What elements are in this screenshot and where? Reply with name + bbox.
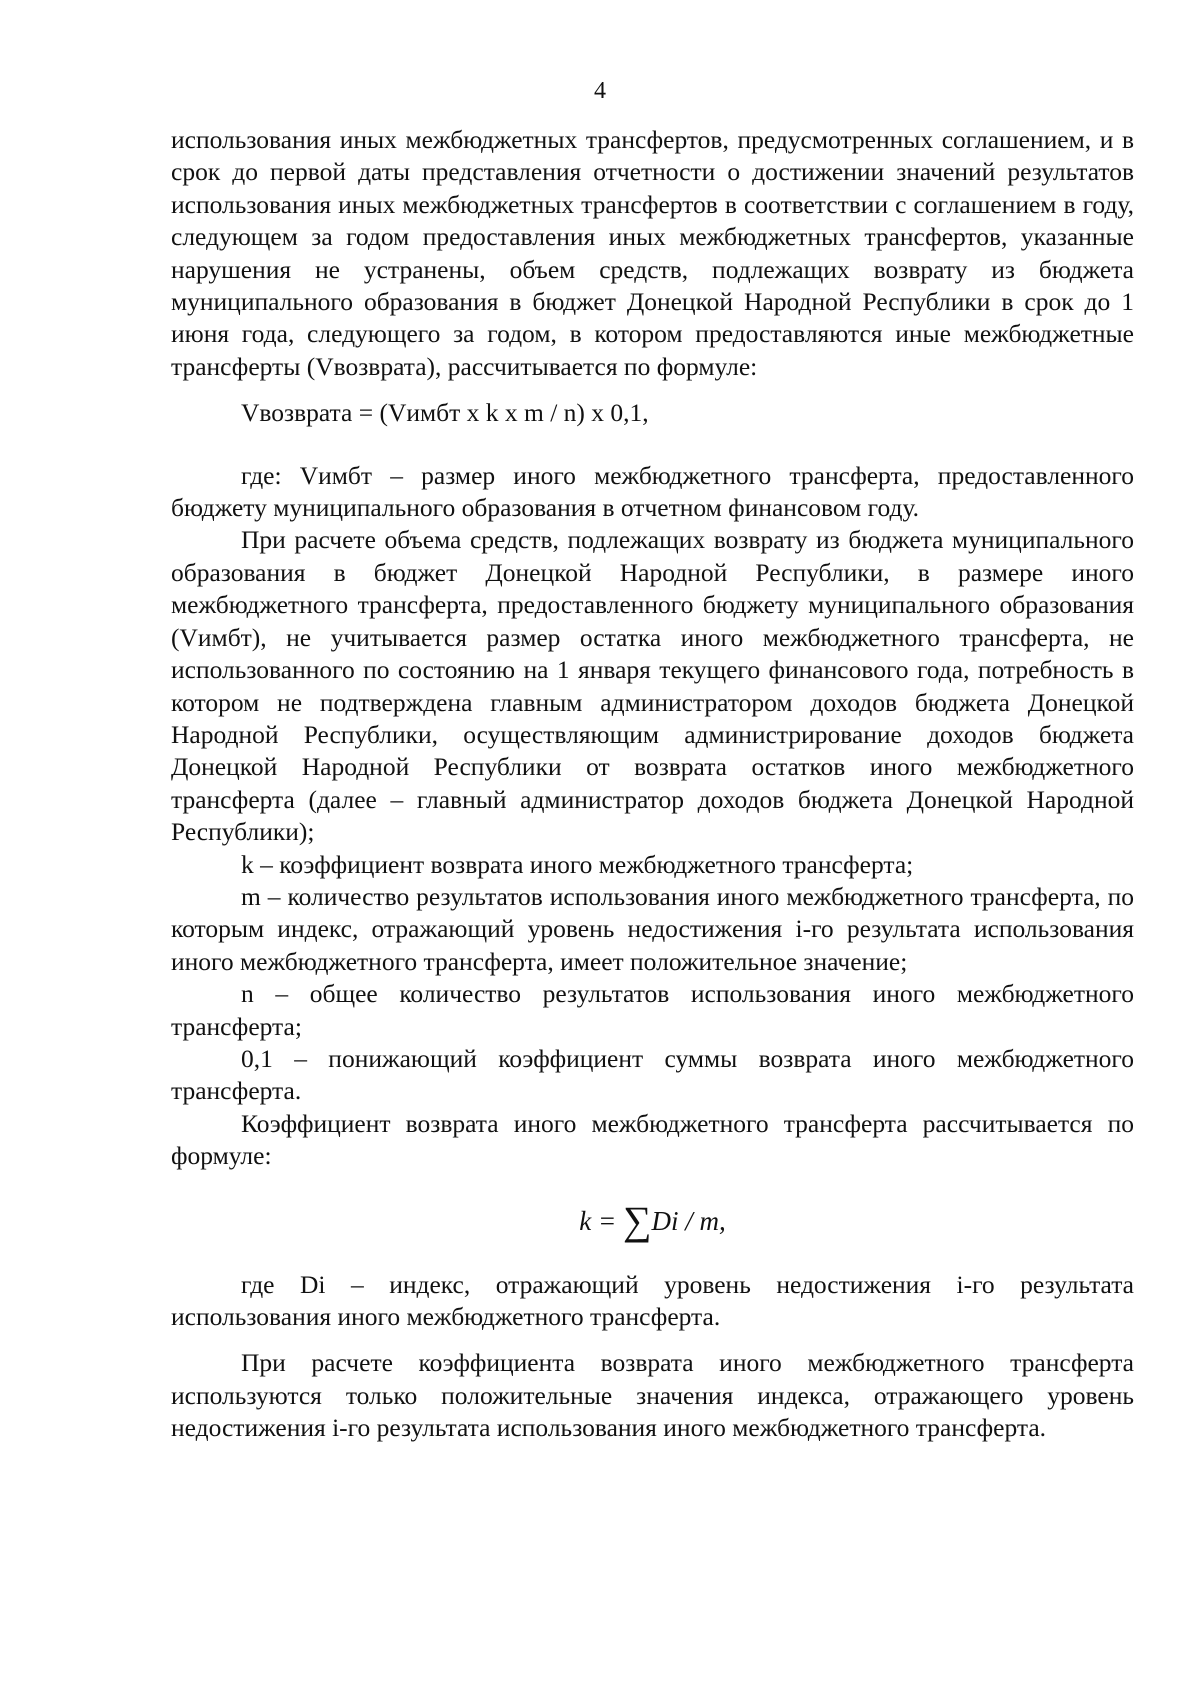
paragraph-vimbt-definition: где: Vимбт – размер иного межбюджетного трансферта, предоставленного бюджету муниципального образования в отчетном финансовом году. [171, 460, 1134, 523]
document-body [171, 124, 1134, 1445]
paragraph-di-definition: где Di – индекс, отражающий уровень недостижения i-го результата использования иного межбюджетного трансферта. [171, 1269, 1134, 1331]
formula-coefficient-left: k = [579, 1205, 623, 1236]
paragraph-return-conditions: использования иных межбюджетных трансфертов, предусмотренных соглашением, и в срок до первой даты представления отчетности о достижении значений результатов использования иных межбюджетных трансфертов в соответствии с соглашением в году, следующем за годом предоставления иных межбюджетных трансфертов, указанные нарушения не устранены, объем средств, подлежащих возврату из бюджета муниципального образования в бюджет Донецкой Народной Республики в срок до 1 июня года, следующего за годом, в котором предоставляются иные межбюджетные трансферты (Vвозврата), рассчитывается по формуле: [171, 125, 1134, 381]
formula-coefficient [171, 1189, 1134, 1253]
paragraph-coefficient-intro: Коэффициент возврата иного межбюджетного трансферта рассчитывается по формуле: [171, 1108, 1134, 1171]
sum-symbol: ∑ [622, 1197, 652, 1243]
paragraph-m-definition: m – количество результатов использования иного межбюджетного трансферта, по которым индекс, отражающий уровень недостижения i-го результата использования иного межбюджетного трансферта, имеет положительное значение; [171, 881, 1134, 976]
paragraph-calculation-note: При расчете объема средств, подлежащих возврату из бюджета муниципального образования в бюджет Донецкой Народной Республики, в размере иного межбюджетного трансферта, предоставленного бюджету муниципального образования (Vимбт), не учитывается размер остатка иного межбюджетного трансферта, не использованного по состоянию на 1 января текущего финансового года, потребность в котором не подтверждена главным администратором доходов бюджета Донецкой Народной Республики, осуществляющим администрирование доходов бюджета Донецкой Народной Республики от возврата остатков иного межбюджетного трансферта (далее – главный администратор доходов бюджета Донецкой Народной Республики); [171, 525, 1134, 847]
page-number: 4 [594, 78, 606, 104]
paragraph-n-definition: n – общее количество результатов использования иного межбюджетного трансферта; [171, 979, 1134, 1041]
paragraph-positive-values-note: При расчете коэффициента возврата иного межбюджетного трансферта используются только положительные значения индекса, отражающего уровень недостижения i-го результата использования иного межбюджетного трансферта. [171, 1348, 1134, 1443]
formula-return-volume: Vвозврата = (Vимбт x k x m / n) x 0,1, [241, 398, 649, 428]
formula-coefficient-right: Di / m, [651, 1205, 726, 1236]
paragraph-reduction-coefficient: 0,1 – понижающий коэффициент суммы возврата иного межбюджетного трансферта. [171, 1043, 1134, 1106]
paragraph-k-definition: k – коэффициент возврата иного межбюджетного трансферта; [241, 849, 914, 879]
